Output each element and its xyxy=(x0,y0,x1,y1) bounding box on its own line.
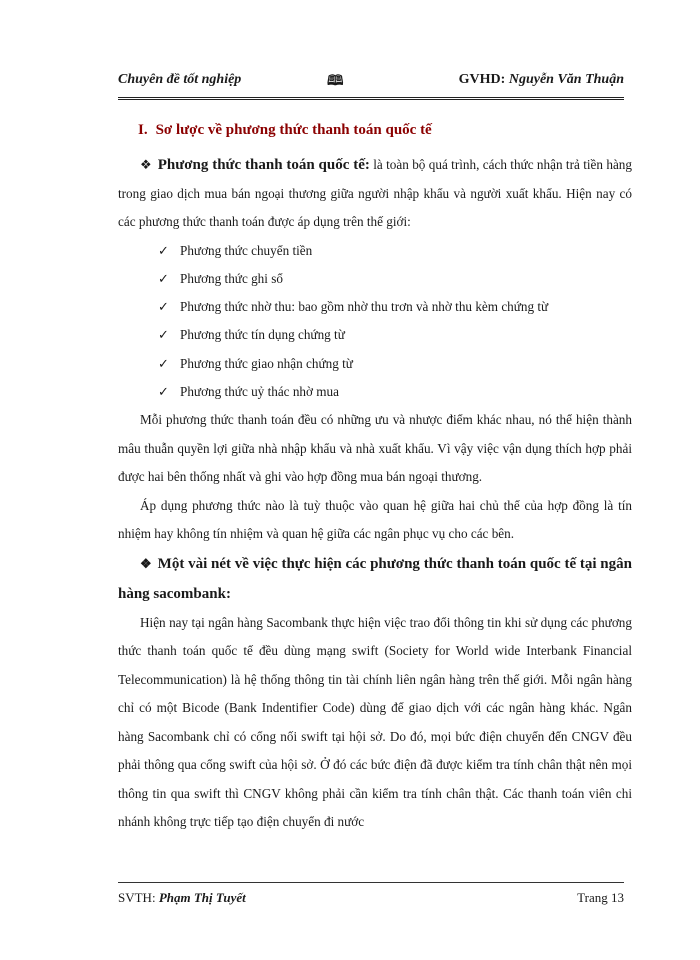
paragraph-application: Áp dụng phương thức nào là tuỳ thuộc vào quan hệ giữa hai chủ thể của hợp đồng là tín nhiệm hay không tín nhiệm và quan hệ giữa các ngân phục vụ cho các bên. xyxy=(118,497,632,542)
page-header xyxy=(118,70,624,96)
check-icon: ✓ xyxy=(158,299,169,315)
methods-list xyxy=(118,237,632,407)
thesis-title: Chuyên đề tốt nghiệp xyxy=(118,72,242,87)
paragraph-pros-cons: Mỗi phương thức thanh toán đều có những ưu và nhược điểm khác nhau, nó thể hiện thành mâu thuẫn quyền lợi giữa nhà nhập khẩu và nhà xuất khẩu. Vì vậy việc vận dụng thích hợp phải được hai bên thống nhất và ghi vào hợp đồng mua bán ngoại thương. xyxy=(118,412,632,485)
check-icon: ✓ xyxy=(158,355,169,371)
advisor-name: Nguyễn Văn Thuận xyxy=(508,72,624,87)
section-title xyxy=(138,122,632,139)
student-name: Phạm Thị Tuyết xyxy=(158,890,246,905)
student xyxy=(118,890,246,906)
page-body xyxy=(118,122,632,837)
list-item: ✓ Phương thức giao nhận chứng từ xyxy=(158,350,632,378)
definition-text: là toàn bộ quá trình, cách thức nhận trả tiền hàng trong giao dịch mua bán ngoại thương giữa người nhập khẩu và người xuất khẩu. Hiện nay có các phương thức thanh toán được áp dụng trên thế giới: xyxy=(118,157,632,229)
check-icon: ✓ xyxy=(158,242,169,258)
advisor-label: GVHD: xyxy=(458,72,506,87)
definition-lead: Phương thức thanh toán quốc tế: xyxy=(157,157,370,173)
subsection-heading xyxy=(118,549,632,609)
check-icon: ✓ xyxy=(158,327,169,343)
footer-rule xyxy=(118,882,624,883)
diamond-bullet-icon: ❖ xyxy=(140,157,152,172)
page-number: Trang 13 xyxy=(577,890,624,905)
list-item: ✓ Phương thức tín dụng chứng từ xyxy=(158,321,632,349)
paragraph-swift: Hiện nay tại ngân hàng Sacombank thực hiện việc trao đổi thông tin khi sử dụng các phương thức thanh toán quốc tế đều dùng mạng swift (Society for World wide Interbank Financial Telecommunication) là hệ thống thông tin tài chính liên ngân hàng trên thế giới. Mỗi ngân hàng chỉ có một Bicode (Bank Indentifier Code) dùng để giao dịch với các ngân hàng khác. Ngân hàng Sacombank chỉ có cổng nối swift tại hội sở. Do đó, mọi bức điện chuyển đến CNGV đều phải thông qua cổng swift của hội sở. Ở đó các bức điện đã được kiểm tra tính chân thật nên mọi thông tin qua swift thì CNGV không phải cần kiểm tra tính chân thật. Các thanh toán viên chi nhánh không trực tiếp tạo điện chuyển đi nước xyxy=(118,614,632,830)
header-rule xyxy=(118,97,624,103)
list-item: ✓ Phương thức ghi sổ xyxy=(158,265,632,293)
list-item: ✓ Phương thức chuyển tiền xyxy=(158,237,632,265)
section-title-text: Sơ lược về phương thức thanh toán quốc tế xyxy=(155,122,432,138)
subsection-heading-text: Một vài nét về việc thực hiện các phương thức thanh toán quốc tế tại ngân hàng sacombank: xyxy=(118,555,632,602)
list-item: ✓ Phương thức uỷ thác nhờ mua xyxy=(158,378,632,406)
check-icon: ✓ xyxy=(158,270,169,286)
section-number: I. xyxy=(138,122,148,138)
student-label: SVTH: xyxy=(118,890,156,905)
paragraph-definition xyxy=(118,151,632,237)
book-icon: 🕮 xyxy=(327,74,344,89)
advisor xyxy=(459,72,624,88)
check-icon: ✓ xyxy=(158,383,169,399)
diamond-bullet-icon: ❖ xyxy=(140,555,152,571)
list-item: ✓ Phương thức nhờ thu: bao gồm nhờ thu trơn và nhờ thu kèm chứng từ xyxy=(158,293,632,321)
